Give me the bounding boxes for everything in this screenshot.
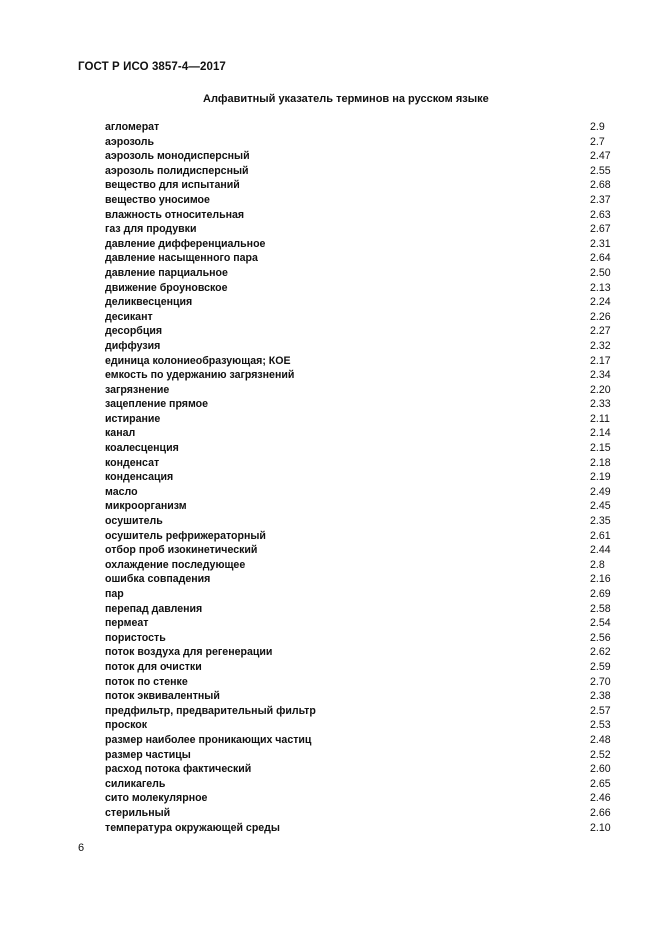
index-term: охлаждение последующее xyxy=(105,558,246,571)
index-term: движение броуновское xyxy=(105,281,228,294)
index-term: осушитель xyxy=(105,515,163,528)
index-term: проскок xyxy=(105,719,148,732)
index-entry xyxy=(105,499,615,514)
index-term-reference: 2.31 xyxy=(590,237,611,250)
index-term: вещество уносимое xyxy=(105,193,210,206)
index-term: поток эквивалентный xyxy=(105,690,220,703)
index-term: влажность относительная xyxy=(105,208,245,221)
index-term: поток воздуха для регенерации xyxy=(105,646,273,659)
index-entry xyxy=(105,281,615,296)
index-term: аэрозоль полидисперсный xyxy=(105,164,249,177)
index-term-reference: 2.48 xyxy=(590,733,611,746)
index-entry xyxy=(105,412,615,427)
index-term-reference: 2.32 xyxy=(590,339,611,352)
index-entry xyxy=(105,397,615,412)
index-term: поток для очистки xyxy=(105,660,202,673)
index-term-reference: 2.63 xyxy=(590,208,611,221)
index-term: микроорганизм xyxy=(105,500,187,513)
index-entry xyxy=(105,149,615,164)
index-entry xyxy=(105,237,615,252)
index-term: силикагель xyxy=(105,777,166,790)
index-entry xyxy=(105,193,615,208)
index-term-reference: 2.19 xyxy=(590,471,611,484)
index-entry xyxy=(105,718,615,733)
index-term-reference: 2.58 xyxy=(590,602,611,615)
index-entry xyxy=(105,748,615,763)
index-term-reference: 2.45 xyxy=(590,500,611,513)
index-term-reference: 2.52 xyxy=(590,748,611,761)
index-term: коалесценция xyxy=(105,442,179,455)
index-entry xyxy=(105,324,615,339)
index-term-reference: 2.13 xyxy=(590,281,611,294)
index-term: давление насыщенного пара xyxy=(105,252,258,265)
index-term: десорбция xyxy=(105,325,163,338)
index-entry xyxy=(105,426,615,441)
index-term-reference: 2.24 xyxy=(590,296,611,309)
index-entry xyxy=(105,587,615,602)
index-term-reference: 2.68 xyxy=(590,179,611,192)
index-term: истирание xyxy=(105,412,161,425)
index-term-reference: 2.64 xyxy=(590,252,611,265)
index-term: единица колониеобразующая; КОЕ xyxy=(105,354,291,367)
index-term-reference: 2.44 xyxy=(590,544,611,557)
index-term: стерильный xyxy=(105,806,171,819)
index-term-reference: 2.54 xyxy=(590,617,611,630)
term-index-list xyxy=(105,120,615,835)
index-term-reference: 2.50 xyxy=(590,266,611,279)
index-term-reference: 2.70 xyxy=(590,675,611,688)
index-entry xyxy=(105,558,615,573)
index-entry xyxy=(105,383,615,398)
index-term: агломерат xyxy=(105,121,160,133)
index-term-reference: 2.60 xyxy=(590,763,611,776)
index-term: перепад давления xyxy=(105,602,203,615)
index-term: осушитель рефрижераторный xyxy=(105,529,266,542)
index-term: аэрозоль xyxy=(105,135,154,148)
index-term: давление дифференциальное xyxy=(105,237,266,250)
index-entry xyxy=(105,456,615,471)
index-term: деликвесценция xyxy=(105,296,193,309)
index-term-reference: 2.15 xyxy=(590,442,611,455)
index-term-reference: 2.11 xyxy=(590,412,610,425)
index-entry xyxy=(105,660,615,675)
index-term-reference: 2.56 xyxy=(590,631,611,644)
index-term: поток по стенке xyxy=(105,675,188,688)
index-entry xyxy=(105,821,615,836)
index-entry xyxy=(105,295,615,310)
index-entry xyxy=(105,178,615,193)
index-term: загрязнение xyxy=(105,383,170,396)
index-term-reference: 2.47 xyxy=(590,150,611,163)
index-term-reference: 2.57 xyxy=(590,704,611,717)
index-term: температура окружающей среды xyxy=(105,821,280,834)
index-term-reference: 2.33 xyxy=(590,398,611,411)
index-term: предфильтр, предварительный фильтр xyxy=(105,704,316,717)
index-entry xyxy=(105,470,615,485)
index-entry xyxy=(105,339,615,354)
index-term: емкость по удержанию загрязнений xyxy=(105,369,295,382)
index-term: аэрозоль монодисперсный xyxy=(105,150,250,163)
index-term: диффузия xyxy=(105,339,161,352)
index-entry xyxy=(105,806,615,821)
index-term-reference: 2.53 xyxy=(590,719,611,732)
index-term-reference: 2.67 xyxy=(590,223,611,236)
index-entry xyxy=(105,441,615,456)
index-entry xyxy=(105,631,615,646)
index-entry xyxy=(105,120,615,135)
index-term-reference: 2.37 xyxy=(590,193,611,206)
index-entry xyxy=(105,602,615,617)
index-term-reference: 2.26 xyxy=(590,310,611,323)
index-term-reference: 2.35 xyxy=(590,515,611,528)
index-term-reference: 2.46 xyxy=(590,792,611,805)
index-term: размер частицы xyxy=(105,748,191,761)
index-term-reference: 2.14 xyxy=(590,427,611,440)
index-term: расход потока фактический xyxy=(105,763,252,776)
index-term-reference: 2.8 xyxy=(590,558,605,571)
index-entry xyxy=(105,529,615,544)
index-entry xyxy=(105,514,615,529)
index-entry xyxy=(105,645,615,660)
index-entry xyxy=(105,222,615,237)
index-entry xyxy=(105,704,615,719)
index-term-reference: 2.27 xyxy=(590,325,611,338)
index-entry xyxy=(105,266,615,281)
index-term: десикант xyxy=(105,310,153,323)
index-entry xyxy=(105,762,615,777)
index-term-reference: 2.62 xyxy=(590,646,611,659)
index-entry xyxy=(105,251,615,266)
index-term: отбор проб изокинетический xyxy=(105,544,258,557)
index-term: сито молекулярное xyxy=(105,792,208,805)
document-code: ГОСТ Р ИСО 3857-4—2017 xyxy=(78,61,226,73)
index-term-reference: 2.18 xyxy=(590,456,611,469)
index-entry xyxy=(105,616,615,631)
page-number: 6 xyxy=(78,842,85,854)
index-entry xyxy=(105,208,615,223)
index-term: газ для продувки xyxy=(105,223,197,236)
index-entry xyxy=(105,543,615,558)
index-term: зацепление прямое xyxy=(105,398,209,411)
index-term-reference: 2.61 xyxy=(590,529,611,542)
index-term-reference: 2.49 xyxy=(590,485,611,498)
index-term: размер наиболее проникающих частиц xyxy=(105,733,312,746)
index-entry xyxy=(105,368,615,383)
index-term-reference: 2.55 xyxy=(590,164,611,177)
index-entry xyxy=(105,733,615,748)
index-term: пористость xyxy=(105,631,166,644)
index-entry xyxy=(105,164,615,179)
index-term-reference: 2.16 xyxy=(590,573,611,586)
index-entry xyxy=(105,135,615,150)
index-term-reference: 2.17 xyxy=(590,354,611,367)
index-term-reference: 2.38 xyxy=(590,690,611,703)
index-entry xyxy=(105,777,615,792)
index-term-reference: 2.20 xyxy=(590,383,611,396)
index-entry xyxy=(105,310,615,325)
index-term: вещество для испытаний xyxy=(105,179,240,192)
index-entry xyxy=(105,354,615,369)
index-term: канал xyxy=(105,427,136,440)
index-term-reference: 2.34 xyxy=(590,369,611,382)
index-term-reference: 2.65 xyxy=(590,777,611,790)
index-entry xyxy=(105,689,615,704)
index-term-reference: 2.66 xyxy=(590,806,611,819)
index-term-reference: 2.10 xyxy=(590,821,611,834)
index-term: давление парциальное xyxy=(105,266,228,279)
index-term-reference: 2.9 xyxy=(590,121,605,133)
index-term: пар xyxy=(105,588,124,600)
index-term: конденсация xyxy=(105,471,174,484)
index-term: масло xyxy=(105,485,138,498)
index-term-reference: 2.7 xyxy=(590,135,605,148)
index-entry xyxy=(105,485,615,500)
index-title: Алфавитный указатель терминов на русском языке xyxy=(203,93,489,105)
index-term: пермеат xyxy=(105,617,149,630)
index-entry xyxy=(105,791,615,806)
index-term-reference: 2.69 xyxy=(590,588,611,600)
index-entry xyxy=(105,572,615,587)
index-term-reference: 2.59 xyxy=(590,660,611,673)
index-entry xyxy=(105,675,615,690)
index-term: конденсат xyxy=(105,456,160,469)
index-term: ошибка совпадения xyxy=(105,573,211,586)
